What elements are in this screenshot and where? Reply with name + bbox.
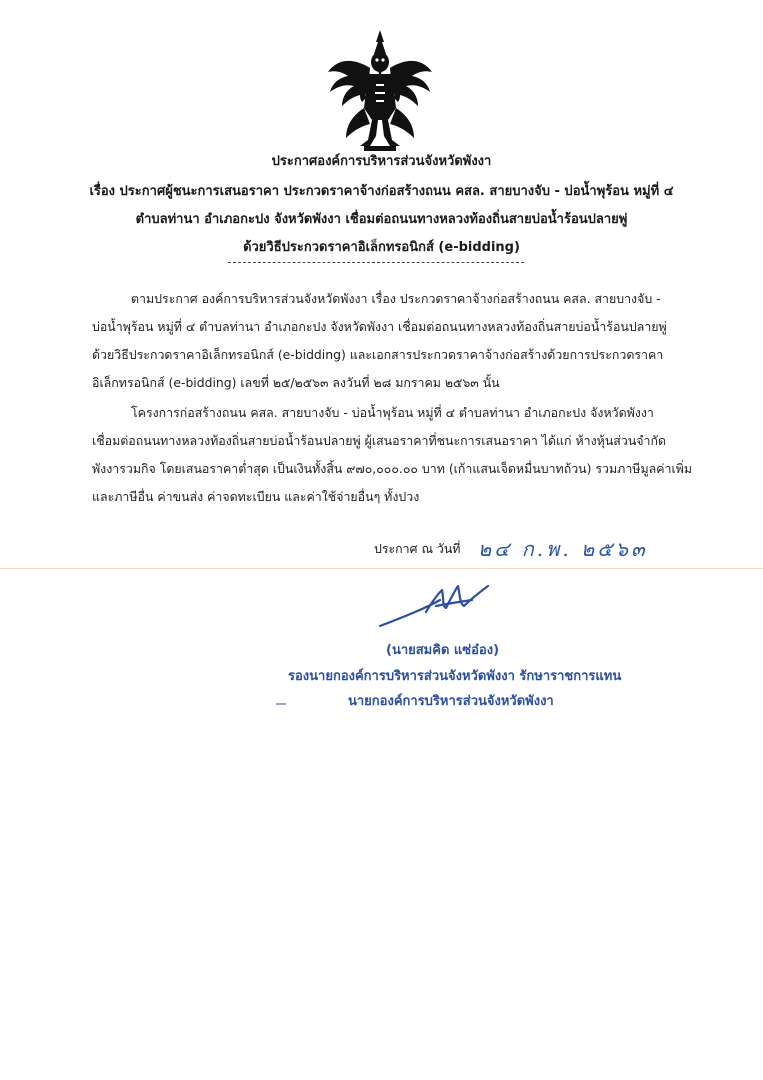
paragraph-2-line-4: และภาษีอื่น ค่าขนส่ง ค่าจดทะเบียน และค่าใช้จ่ายอื่นๆ ทั้งปวง [92, 489, 420, 504]
subject-line-1: เรื่อง ประกาศผู้ชนะการเสนอราคา ประกวดราคาจ้างก่อสร้างถนน คสล. สายบางจับ - บ่อน้ำพุร้อน หมู่ที่ ๔ [89, 184, 674, 199]
paragraph-1-line-3: ด้วยวิธีประกวดราคาอิเล็กทรอนิกส์ (e-bidding) และเอกสารประกวดราคาจ้างก่อสร้างด้วยการประกวดราคา [92, 347, 664, 362]
signer-name: (นายสมคิด แซ่อ๋อง) [386, 643, 500, 658]
scan-fold-line [0, 568, 763, 569]
handwritten-date: ๒๔ ก.พ. ๒๕๖๓ [478, 537, 648, 561]
date-label: ประกาศ ณ วันที่ [374, 541, 461, 556]
paragraph-1-line-4: อิเล็กทรอนิกส์ (e-bidding) เลขที่ ๒๕/๒๕๖๓ ลงวันที่ ๒๘ มกราคม ๒๕๖๓ นั้น [92, 375, 500, 390]
paragraph-1-line-2: บ่อน้ำพุร้อน หมู่ที่ ๔ ตำบลท่านา อำเภอกะปง จังหวัดพังงา เชื่อมต่อถนนทางหลวงท้องถิ่นสายบ่อน้ำร้อนปลายพู่ [92, 319, 667, 334]
paragraph-2-line-2: เชื่อมต่อถนนทางหลวงท้องถิ่นสายบ่อน้ำร้อนปลายพู่ ผู้เสนอราคาที่ชนะการเสนอราคา ได้แก่ ห้างหุ้นส่วนจำกัด [92, 433, 667, 448]
header-separator [228, 262, 524, 263]
handwritten-signature [376, 576, 492, 632]
announcement-title: ประกาศองค์การบริหารส่วนจังหวัดพังงา [271, 154, 492, 169]
paragraph-1-line-1: ตามประกาศ องค์การบริหารส่วนจังหวัดพังงา เรื่อง ประกวดราคาจ้างก่อสร้างถนน คสล. สายบางจับ - [131, 291, 661, 306]
signer-title-line-1: รองนายกองค์การบริหารส่วนจังหวัดพังงา รักษาราชการแทน [288, 669, 622, 684]
garuda-emblem-icon [324, 28, 436, 153]
paragraph-2-line-3: พังงารวมกิจ โดยเสนอราคาต่ำสุด เป็นเงินทั้งสิ้น ๙๗๐,๐๐๐.๐๐ บาท (เก้าแสนเจ็ดหมื่นบาทถ้วน) รวมภาษีมูลค่าเพิ่ม [92, 461, 693, 476]
subject-line-3: ด้วยวิธีประกวดราคาอิเล็กทรอนิกส์ (e-bidding) [243, 240, 520, 255]
scan-speck [276, 703, 286, 705]
signer-title-line-2: นายกองค์การบริหารส่วนจังหวัดพังงา [348, 694, 554, 709]
subject-line-2: ตำบลท่านา อำเภอกะปง จังหวัดพังงา เชื่อมต่อถนนทางหลวงท้องถิ่นสายบ่อน้ำร้อนปลายพู่ [135, 212, 628, 227]
paragraph-2-line-1: โครงการก่อสร้างถนน คสล. สายบางจับ - บ่อน้ำพุร้อน หมู่ที่ ๔ ตำบลท่านา อำเภอกะปง จังหวัดพังงา [131, 405, 654, 420]
